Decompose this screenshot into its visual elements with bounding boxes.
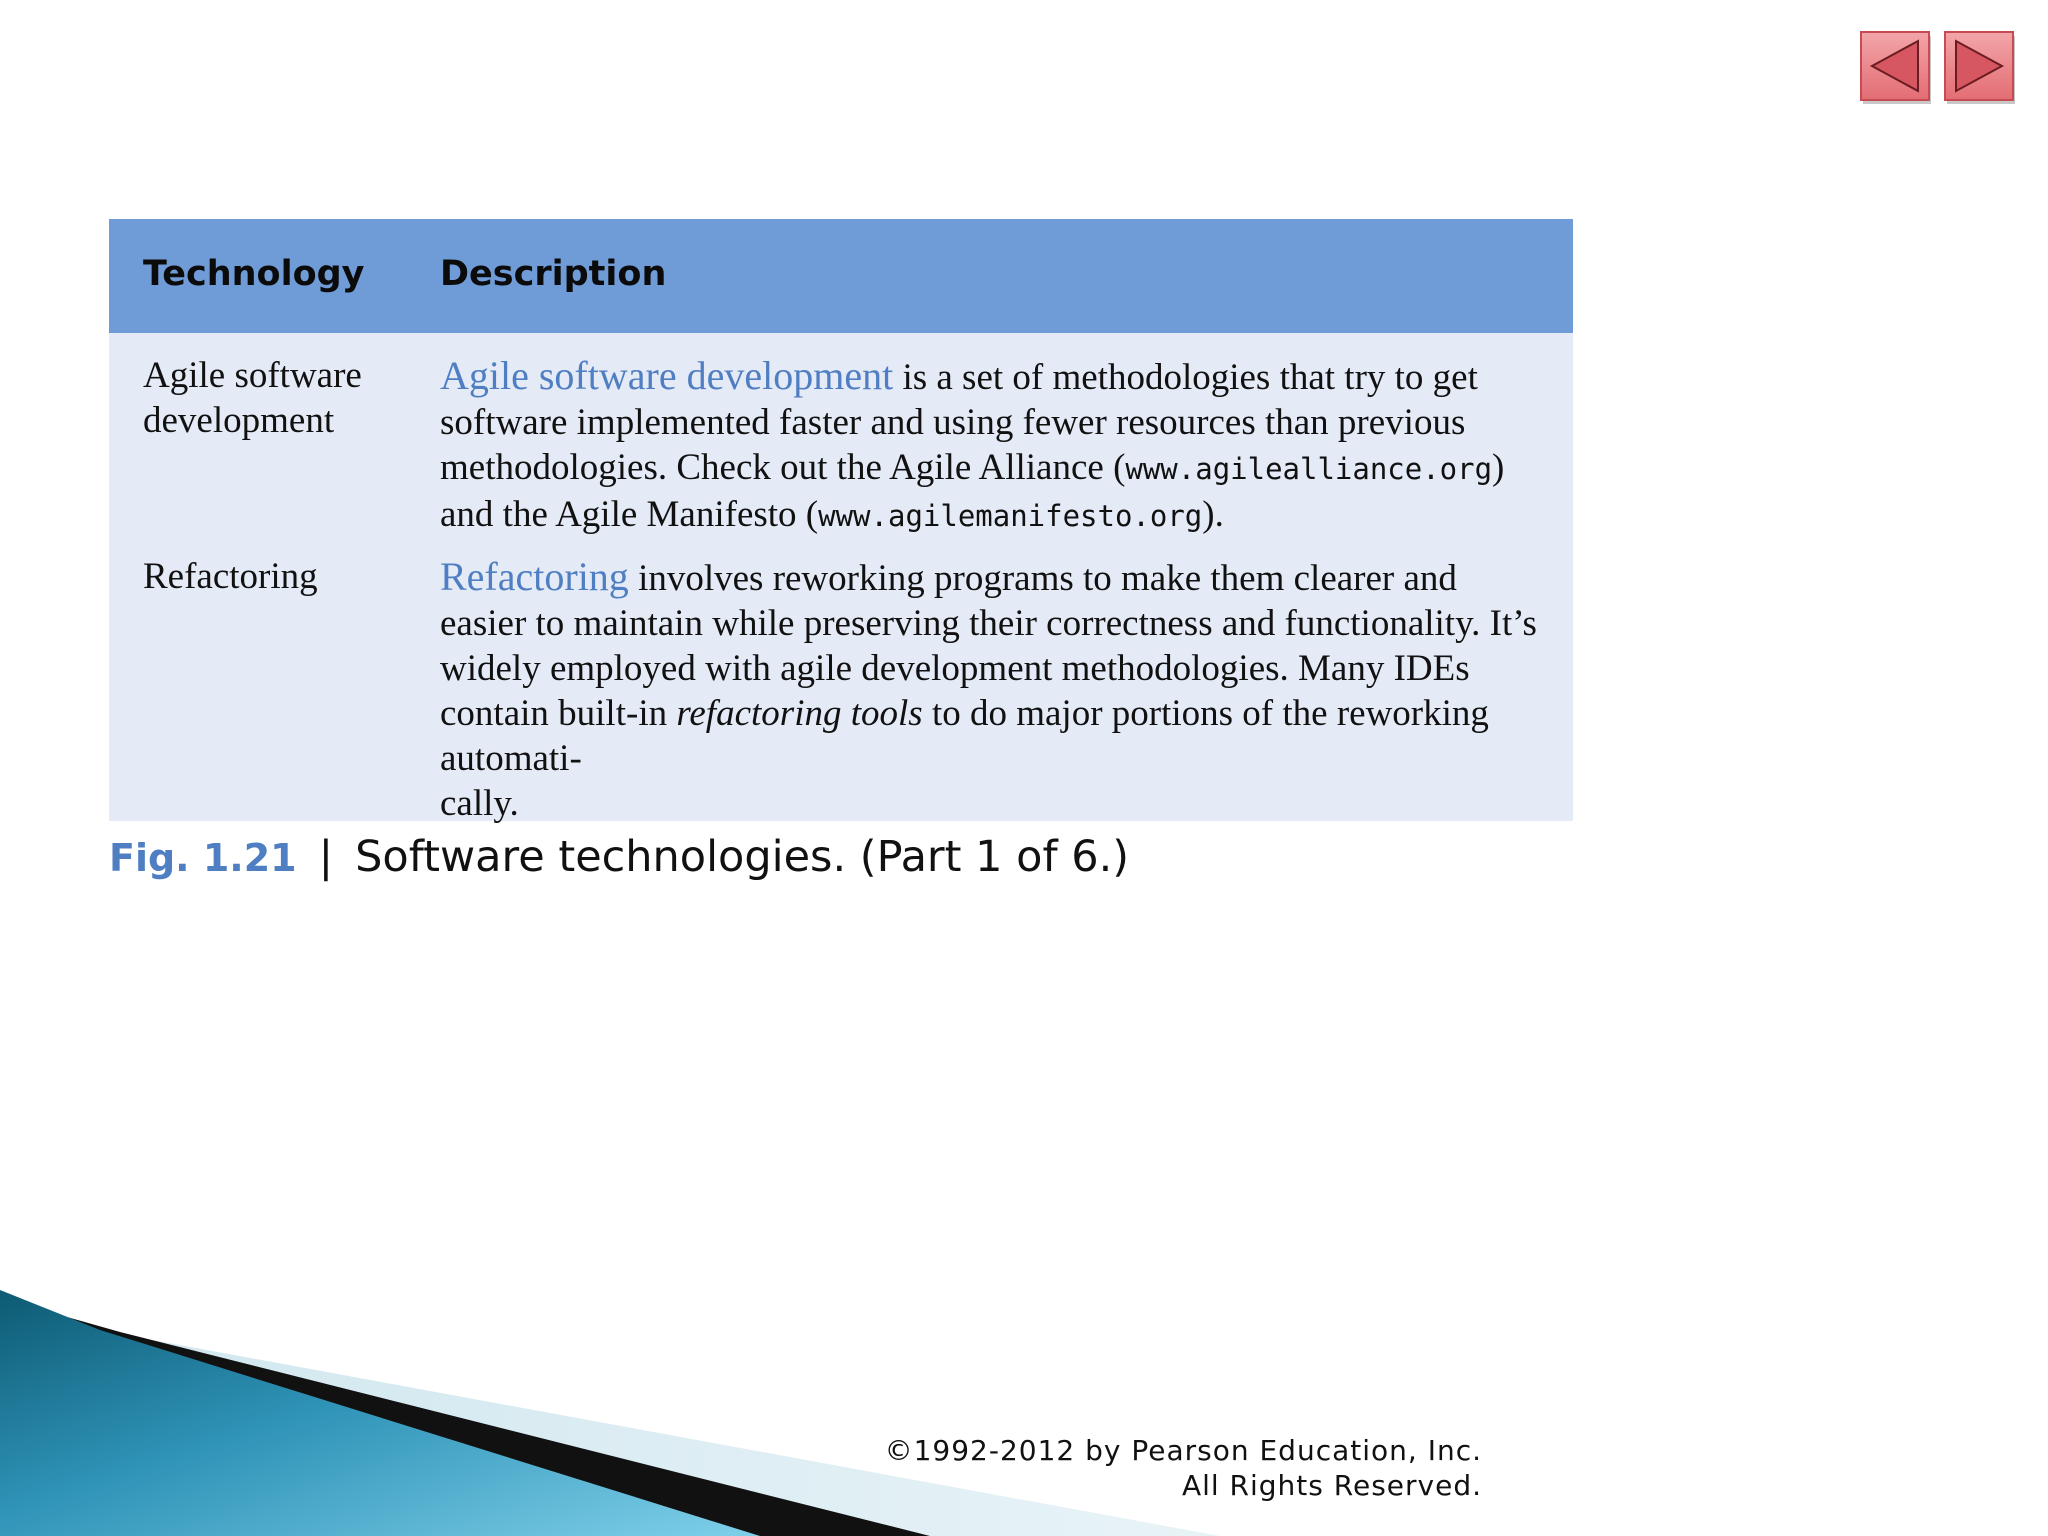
copyright-line: All Rights Reserved. — [1181, 1469, 1482, 1502]
technology-line: Agile software — [143, 355, 362, 396]
emphasis-text: refactoring tools — [676, 693, 923, 734]
figure-number: Fig. 1.21 — [109, 836, 297, 880]
description-cell — [440, 554, 1550, 826]
description-text: cally. — [440, 783, 519, 824]
next-slide-button[interactable] — [1944, 31, 2016, 105]
term-highlight: Agile software development — [440, 353, 894, 398]
figure-caption — [109, 832, 1129, 882]
table-row — [109, 333, 1573, 554]
caption-separator: | — [318, 832, 334, 882]
copyright-notice — [885, 1433, 1482, 1503]
description-text: involves reworking programs to make them clearer and easier to maintain while preserving their correctness and functionality. It’s widely employed with agile development methodologies. Many IDEs contain built-in — [440, 558, 1537, 734]
caption-text: Software technologies. (Part 1 of 6.) — [355, 832, 1130, 882]
technology-table — [109, 219, 1573, 824]
description-text: ) and the Agile Manifesto ( — [440, 447, 1505, 535]
header-technology: Technology — [143, 254, 365, 294]
previous-slide-button[interactable] — [1860, 31, 1932, 105]
term-highlight: Refactoring — [440, 554, 629, 599]
description-text: to do major portions of the reworking automati- — [440, 693, 1489, 779]
description-cell — [440, 353, 1550, 539]
table-header — [109, 219, 1573, 333]
url-text: www.agilealliance.org — [1125, 452, 1493, 486]
table-row — [109, 554, 1573, 824]
technology-cell — [143, 353, 403, 443]
copyright-line: ©1992-2012 by Pearson Education, Inc. — [884, 1434, 1482, 1467]
technology-line: development — [143, 400, 335, 441]
header-description: Description — [440, 254, 667, 294]
description-text: ). — [1202, 494, 1224, 535]
url-text: www.agilemanifesto.org — [818, 499, 1203, 533]
triangle-right-icon — [1944, 31, 2016, 105]
description-text: is a set of methodologies that try to get software implemented faster and using fewer resources than previous methodologies. Check out the Agile Alliance ( — [440, 357, 1478, 488]
triangle-left-icon — [1860, 31, 1932, 105]
technology-cell: Refactoring — [143, 556, 318, 597]
